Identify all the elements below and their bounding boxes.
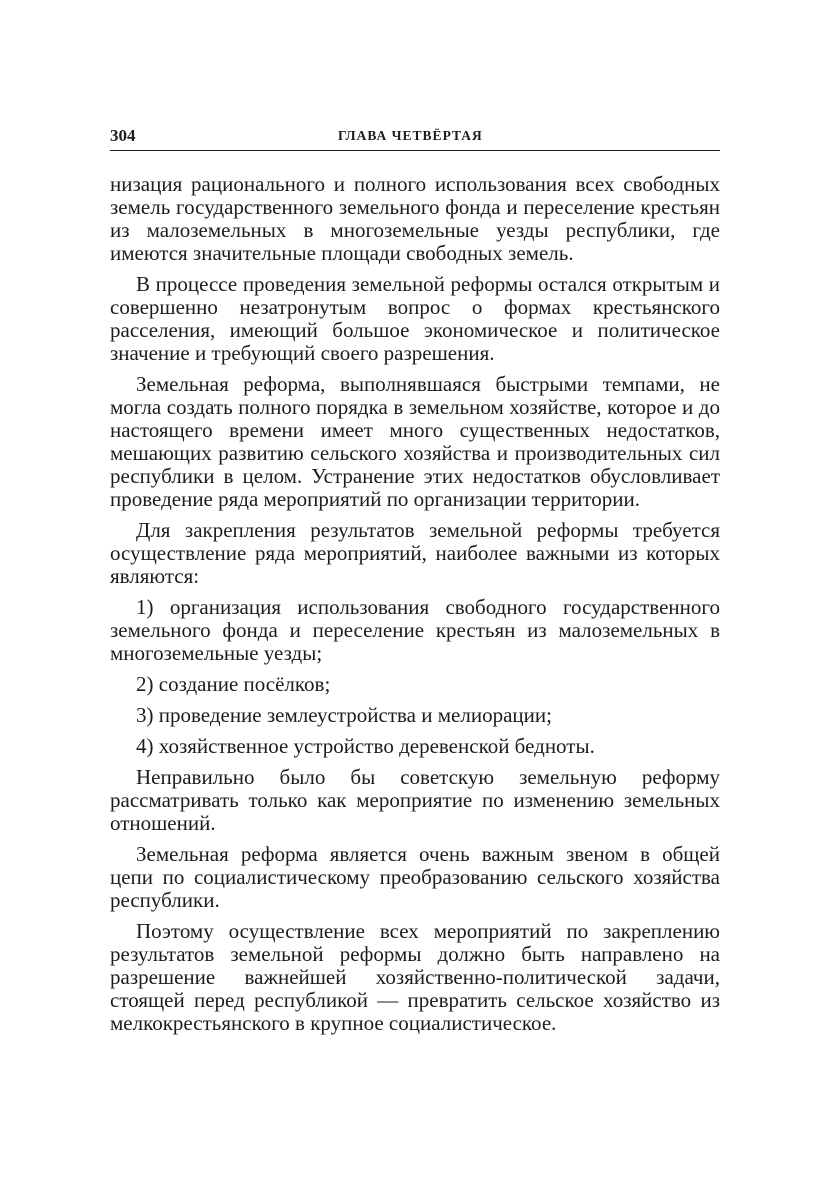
page-header xyxy=(110,124,720,151)
page-content xyxy=(110,124,720,1043)
page-number: 304 xyxy=(110,126,136,145)
measures-list xyxy=(110,596,720,758)
list-item: 4) хозяйственное устройство деревенской бедноты. xyxy=(136,734,595,758)
paragraph: Земельная реформа, выполнявшаяся быстрыми темпами, не могла создать полного порядка в земельном хозяйстве, которое и до настоящего времени имеет много существенных недостатков, мешающих развитию сельского хозяйства и производительных сил республики в целом. Устранение этих недостатков обусловливает проведение ряда мероприятий по организации территории. xyxy=(110,372,720,511)
paragraph: Земельная реформа является очень важным звеном в общей цепи по социалистическому преобразованию сельского хозяйства республики. xyxy=(110,842,720,912)
paragraph: Неправильно было бы советскую земельную реформу рассматривать только как мероприятие по изменению земельных отношений. xyxy=(110,765,720,835)
paragraph: Поэтому осуществление всех мероприятий по закреплению результатов земельной реформы должно быть направлено на разрешение важнейшей хозяйственно-политической задачи, стоящей перед республикой — превратить сельское хозяйство из мелкокрестьянского в крупное социалистическое. xyxy=(110,919,720,1035)
body-text xyxy=(110,173,720,1035)
paragraph: В процессе проведения земельной реформы остался открытым и совершенно незатронутым вопрос о формах крестьянского расселения, имеющий большое экономическое и политическое значение и требующий своего разрешения. xyxy=(110,272,720,365)
paragraph-continuation: низация рационального и полного использования всех свободных земель государственного земельного фонда и переселение крестьян из малоземельных в многоземельные уезды республики, где имеются значительные площади свободных земель. xyxy=(110,172,720,265)
list-item: 3) проведение землеустройства и мелиорации; xyxy=(136,703,552,727)
running-head: ГЛАВА ЧЕТВЁРТАЯ xyxy=(338,128,483,143)
list-item: 2) создание посёлков; xyxy=(136,672,331,696)
paragraph: Для закрепления результатов земельной реформы требуется осуществление ряда мероприятий, наиболее важными из которых являются: xyxy=(110,518,720,588)
list-item: 1) организация использования свободного государственного земельного фонда и переселение крестьян из малоземельных в многоземельные уезды; xyxy=(110,595,720,665)
